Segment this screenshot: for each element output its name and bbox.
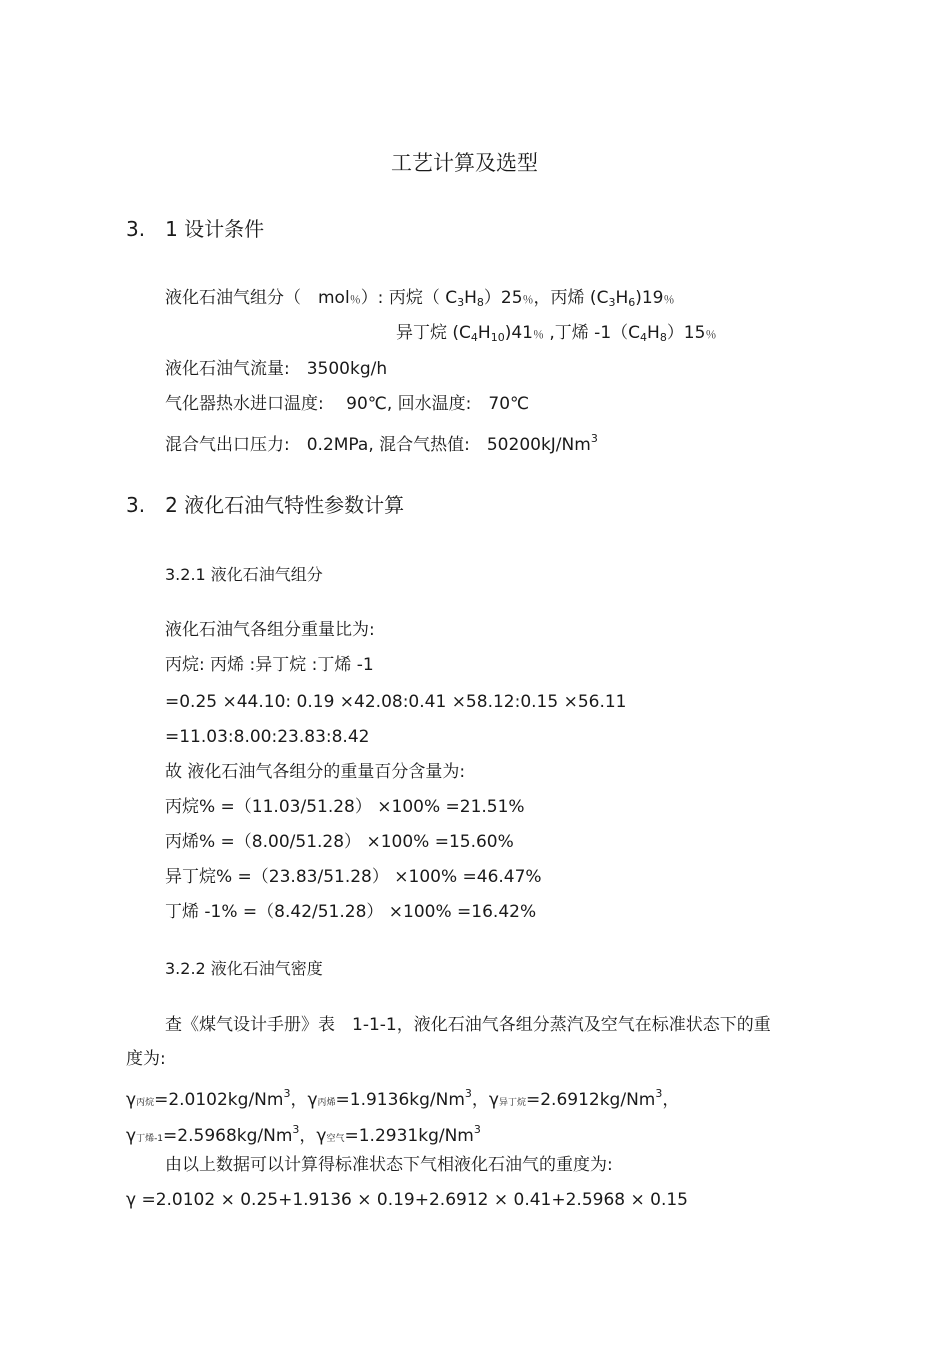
- subsection-heading-3-2-1: 3.2.1 液化石油气组分: [165, 565, 323, 584]
- propylene-percent: 丙烯% =（8.00/51.28） ×100% =15.60%: [165, 832, 514, 852]
- section-heading-3-1: 3. 1 设计条件: [126, 217, 265, 241]
- gamma-values-line-1: γ丙烷$=2.0102kg/Nm^3$，γ丙烯$=1.9136kg/Nm^3$，γ异丁烷$=2.6912kg/Nm^3$，: [126, 1087, 680, 1110]
- density-paragraph-line-1: 查《煤气设计手册》表 1-1-1，液化石油气各组分蒸汽及空气在标准状态下的重: [165, 1015, 771, 1035]
- gamma-values-line-2: γ丁烯$-1=2.5968kg/Nm^3$，γ空气$=1.2931kg/Nm^3$: [126, 1123, 481, 1146]
- temperature-line: 气化器热水进口温度: 90℃, 回水温度: 70℃: [165, 394, 530, 414]
- gamma-calc-intro: 由以上数据可以计算得标准状态下气相液化石油气的重度为:: [165, 1155, 613, 1175]
- flow-line: 液化石油气流量: 3500kg/h: [165, 359, 388, 379]
- ratio-expression: =0.25 ×44.10: 0.19 ×42.08:0.41 ×58.12:0.15 ×56.11: [165, 692, 627, 712]
- butene-percent: 丁烯 -1% =（8.42/51.28） ×100% =16.42%: [165, 902, 537, 922]
- propane-percent: 丙烷% =（11.03/51.28） ×100% =21.51%: [165, 797, 525, 817]
- comp-label: 液化石油气组分（ mol: [165, 288, 350, 308]
- weight-ratio-intro: 液化石油气各组分重量比为:: [165, 620, 375, 640]
- gamma-calc-line: γ =2.0102 × 0.25+1.9136 × 0.19+2.6912 × 0.41+2.5968 × 0.15: [126, 1190, 688, 1210]
- section-heading-3-2: 3. 2 液化石油气特性参数计算: [126, 493, 405, 517]
- page-title: 工艺计算及选型: [391, 151, 538, 175]
- composition-line-2: 异丁烷 $(C_4H_{10})41$％ ,丁烯 $-1(C_4H_8)15$％: [396, 323, 717, 344]
- subsection-heading-3-2-2: 3.2.2 液化石油气密度: [165, 959, 323, 978]
- isobutane-percent: 异丁烷% =（23.83/51.28） ×100% =46.47%: [165, 867, 542, 887]
- ratio-components: 丙烷: 丙烯 :异丁烷 :丁烯 -1: [165, 655, 374, 675]
- weight-percent-intro: 故 液化石油气各组分的重量百分含量为:: [165, 762, 466, 782]
- composition-line-1: 液化石油气组分（ mol％）: 丙烷（ $C_3H_8)25$％，丙烯 $(C_3H_6)19$％: [165, 288, 675, 309]
- density-paragraph-line-2: 度为:: [126, 1049, 166, 1069]
- ratio-result: =11.03:8.00:23.83:8.42: [165, 727, 370, 747]
- pressure-line: 混合气出口压力: 0.2MPa, 混合气热值: 50200kJ/Nm$^3$: [165, 432, 598, 455]
